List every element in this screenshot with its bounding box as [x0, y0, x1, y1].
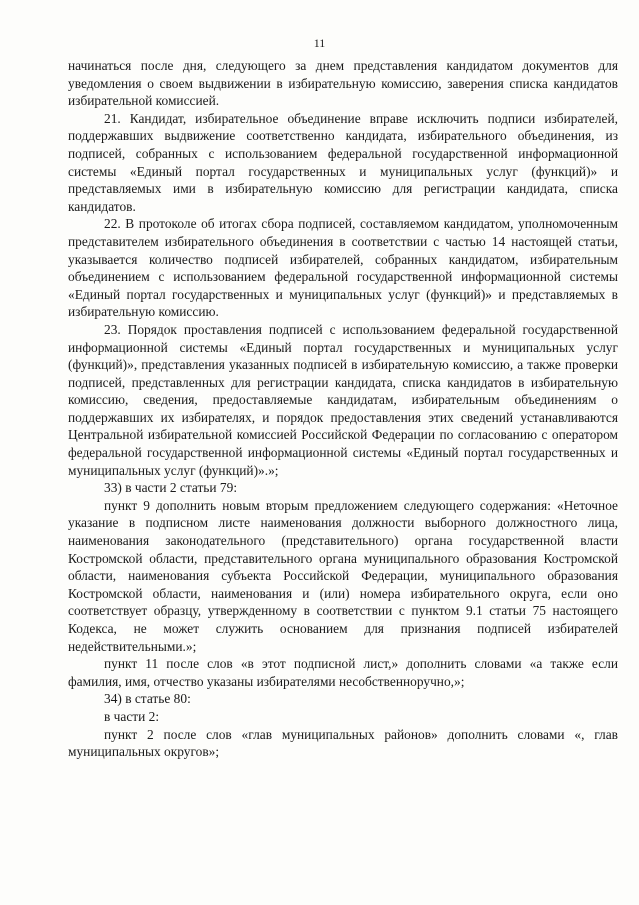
paragraph: пункт 2 после слов «глав муниципальных районов» дополнить словами «, глав муниципальных округов»; [68, 726, 618, 760]
paragraph: 21. Кандидат, избирательное объединение вправе исключить подписи избирателей, поддержавших выдвижение соответственно кандидата, избирательного объединения, из подписей, собранных с использованием федеральной государственной информационной системы «Единый портал государственных и муниципальных услуг (функций)» и представляемых ими в избирательную комиссию для регистрации кандидата, списка кандидатов. [68, 110, 618, 214]
paragraph: пункт 11 после слов «в этот подписной лист,» дополнить словами «а также если фамилия, имя, отчество указаны избирателями несобственноручно,»; [68, 656, 618, 689]
paragraph: 34) в статье 80: [104, 691, 191, 707]
paragraph: пункт 9 дополнить новым вторым предложением следующего содержания: «Неточное указание в подписном листе наименования должности выборного должностного лица, наименования законодательного (представительного) органа государственной власти Костромской области, представительного органа муниципального образования Костромской области, наименования субъекта Российской Федерации, муниципального образования Костромской области, наименования и (или) номера избирательного округа, если оно соответствует образцу, утвержденному в соответствии с пунктом 9.1 статьи 75 настоящего Кодекса, не может служить основанием для признания подписей избирателей недействительными.»; [68, 497, 618, 654]
paragraph: в части 2: [104, 708, 160, 724]
paragraph: начинаться после дня, следующего за днем представления кандидатом документов для уведомления о своем выдвижении в избирательную комиссию, заверения списка кандидатов избирательной комиссией. [68, 58, 618, 109]
paragraph: 22. В протоколе об итогах сбора подписей, составляемом кандидатом, уполномоченным представителем избирательного объединения в соответствии с частью 14 настоящей статьи, указывается количество подписей избирателей, собранных кандидатом, избирательным объединением с использованием федеральной государственной информационной системы «Единый портал государственных и муниципальных услуг (функций)» и представляемых в избирательную комиссию. [68, 216, 618, 320]
paragraph: 33) в части 2 статьи 79: [104, 480, 238, 496]
page-number: 11 [313, 36, 326, 50]
paragraph: 23. Порядок проставления подписей с использованием федеральной государственной информационной системы «Единый портал государственных и муниципальных услуг (функций)», представления указанных подписей в избирательную комиссию, а также проверки подписей, представленных для регистрации кандидата, списка кандидатов в избирательную комиссию, сведения, предоставляемые кандидатам, избирательным объединениям о поддержавших их избирателях, и порядок предоставления этих сведений устанавливаются Центральной избирательной комиссией Российской Федерации по согласованию с оператором федеральной государственной информационной системы «Единый портал государственных и муниципальных услуг (функций)».»; [68, 321, 618, 478]
document-body [68, 57, 618, 761]
